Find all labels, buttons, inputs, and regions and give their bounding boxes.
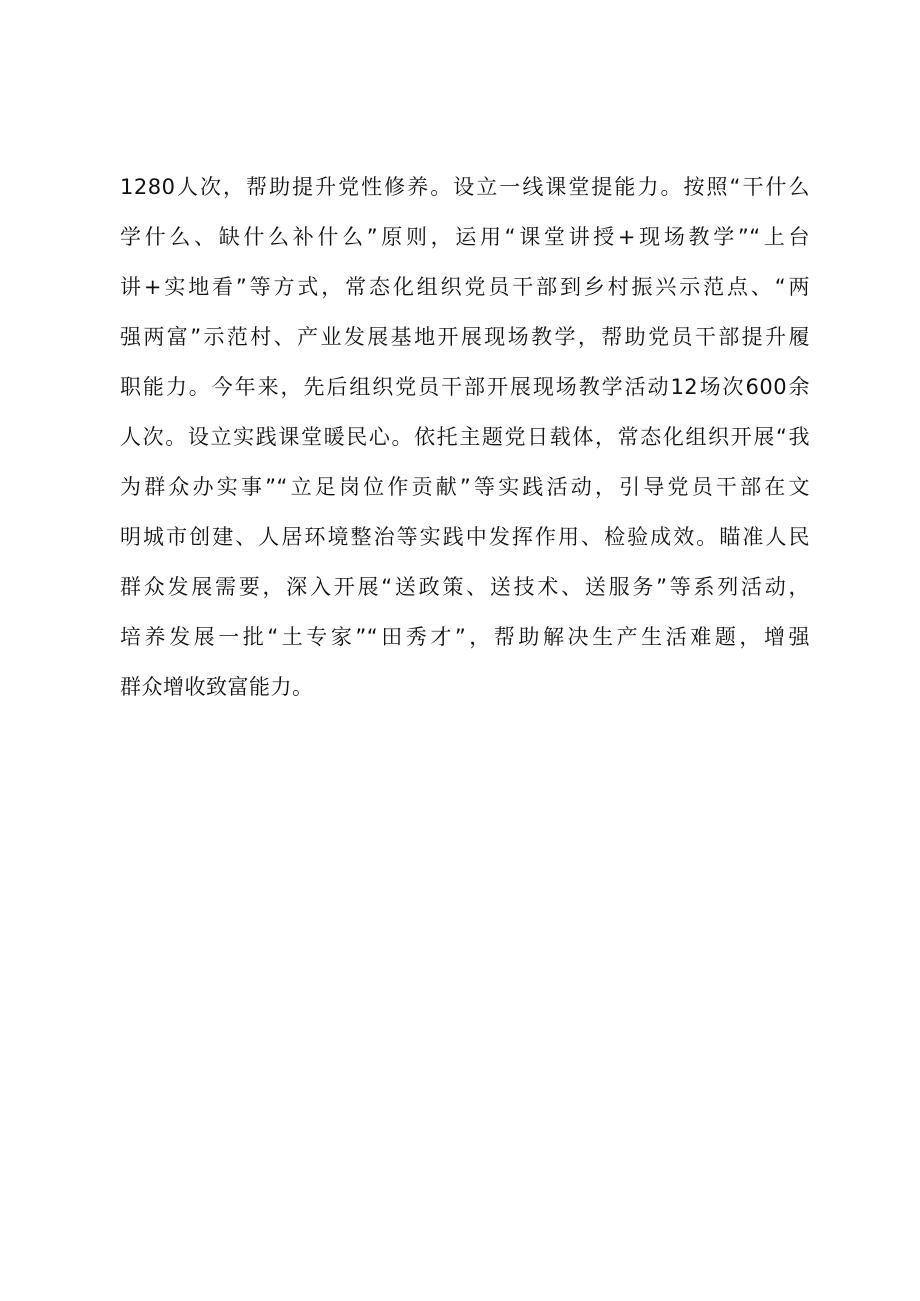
paragraph-line: 为群众办实事”“立足岗位作贡献”等实践活动，引导党员干部在文 bbox=[120, 475, 810, 499]
paragraph-line: 群众发展需要，深入开展“送政策、送技术、送服务”等系列活动， bbox=[120, 575, 810, 599]
paragraph-line: 讲+实地看”等方式，常态化组织党员干部到乡村振兴示范点、“两 bbox=[120, 275, 810, 299]
paragraph-line: 1280人次，帮助提升党性修养。设立一线课堂提能力。按照“干什么 bbox=[120, 175, 810, 199]
paragraph-line: 学什么、缺什么补什么”原则，运用“课堂讲授+现场教学”“上台 bbox=[120, 225, 810, 249]
paragraph-line: 强两富”示范村、产业发展基地开展现场教学，帮助党员干部提升履 bbox=[120, 325, 810, 349]
paragraph-line: 人次。设立实践课堂暖民心。依托主题党日载体，常态化组织开展“我 bbox=[120, 425, 810, 449]
paragraph-line: 职能力。今年来，先后组织党员干部开展现场教学活动12场次600余 bbox=[120, 375, 810, 399]
body-paragraph bbox=[120, 162, 810, 712]
paragraph-line: 群众增收致富能力。 bbox=[120, 675, 314, 699]
paragraph-line: 明城市创建、人居环境整治等实践中发挥作用、检验成效。瞄准人民 bbox=[120, 525, 810, 549]
paragraph-line: 培养发展一批“土专家”“田秀才”，帮助解决生产生活难题，增强 bbox=[120, 625, 810, 649]
